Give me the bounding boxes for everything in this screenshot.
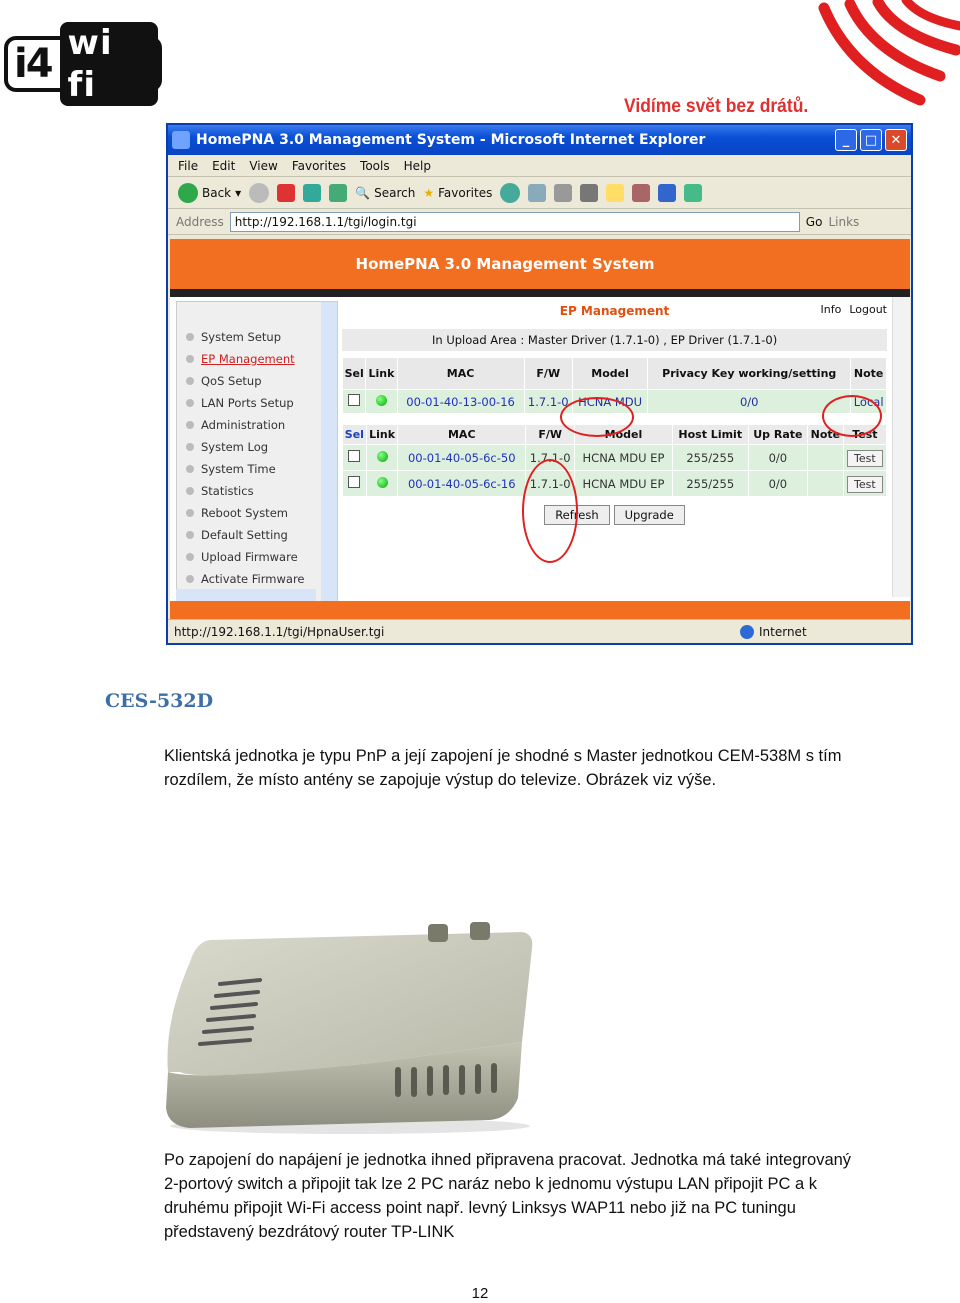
forward-button[interactable] <box>249 183 269 203</box>
back-arrow-icon <box>178 183 198 203</box>
edit-button[interactable] <box>580 184 598 202</box>
search-button[interactable]: 🔍 Search <box>355 185 416 200</box>
ep-panel <box>342 299 887 525</box>
sidebar-item-upload-firmware[interactable]: Upload Firmware <box>177 546 337 568</box>
print-button[interactable] <box>554 184 572 202</box>
page-number: 12 <box>471 1285 489 1302</box>
model-heading: CES-532D <box>105 690 214 712</box>
ep-title: EP Management <box>559 304 670 318</box>
sidebar-item-system-log[interactable]: System Log <box>177 436 337 458</box>
sidebar-item-reboot[interactable]: Reboot System <box>177 502 337 524</box>
company-logo: i4 wi fi <box>4 36 162 92</box>
page-header: HomePNA 3.0 Management System <box>170 239 910 289</box>
annotation-circle-fw-ep <box>522 459 578 563</box>
menu-help[interactable]: Help <box>403 158 431 173</box>
favorites-button[interactable]: ★ Favorites <box>423 185 493 200</box>
sidebar-item-default-setting[interactable]: Default Setting <box>177 524 337 546</box>
sidebar-item-statistics[interactable]: Statistics <box>177 480 337 502</box>
info-link[interactable]: Info <box>820 303 842 316</box>
paragraph-2: Po zapojení do napájení je jednotka ihned připravena pracovat. Jednotka má také integrovaný 2-portový switch a připojit tak lze 2 PC naráz nebo k jednomu výstupu LAN připojit PC a k druhému připojit Wi-Fi access point např. levný Linksys WAP11 nebo již na PC tuningu představený bezdrátový router TP-LINK <box>164 1151 852 1241</box>
sidebar-item-activate-firmware[interactable]: Activate Firmware <box>177 568 337 590</box>
menu-tools[interactable]: Tools <box>360 158 390 173</box>
annotation-circle-local <box>822 395 882 437</box>
page-scrollbar[interactable] <box>892 297 910 597</box>
device-photo <box>160 922 540 1134</box>
minimize-button[interactable]: _ <box>835 129 857 151</box>
sidebar-item-administration[interactable]: Administration <box>177 414 337 436</box>
status-zone: Internet <box>759 624 807 639</box>
bluetooth-button[interactable] <box>658 184 676 202</box>
upload-area: In Upload Area : Master Driver (1.7.1-0) , EP Driver (1.7.1-0) <box>342 329 887 351</box>
link-status-icon <box>377 477 388 488</box>
ie-icon <box>172 131 190 149</box>
status-bar <box>168 619 911 643</box>
menu-edit[interactable]: Edit <box>212 158 236 173</box>
slogan: Vidíme svět bez drátů. <box>624 96 809 117</box>
mail-button[interactable] <box>528 184 546 202</box>
home-button[interactable] <box>329 184 347 202</box>
ep-table: Sel Link MAC F/W Model Host Limit Up Rate Note Test 00-01-40-05-6c-50 1.7.1-0 HCNA MDU EP 255/255 0/0 Test 00-01-40-05-6c-16 1.7.1-0 HCNA MDU EP 255/255 0/0 Test <box>342 424 887 497</box>
logout-link[interactable]: Logout <box>849 303 887 316</box>
window-title: HomePNA 3.0 Management System - Microsoft Internet Explorer <box>196 132 706 148</box>
table-row: 00-01-40-05-6c-50 1.7.1-0 HCNA MDU EP 255/255 0/0 Test <box>343 445 887 471</box>
link-status-icon <box>377 451 388 462</box>
globe-icon <box>740 625 754 639</box>
select-checkbox[interactable] <box>348 394 360 406</box>
link-status-icon <box>376 395 387 406</box>
sidebar-item-lan-ports[interactable]: LAN Ports Setup <box>177 392 337 414</box>
search-icon: 🔍 <box>355 185 371 200</box>
page-content <box>170 239 910 619</box>
go-button[interactable]: Go <box>805 214 823 229</box>
menu-favorites[interactable]: Favorites <box>291 158 347 173</box>
test-button[interactable]: Test <box>847 450 883 467</box>
upgrade-button[interactable]: Upgrade <box>614 505 685 525</box>
sidebar-item-qos-setup[interactable]: QoS Setup <box>177 370 337 392</box>
table-row: 00-01-40-13-00-16 1.7.1-0 HCNA MDU 0/0 Local <box>343 390 887 414</box>
select-checkbox[interactable] <box>348 476 360 488</box>
discuss-button[interactable] <box>606 184 624 202</box>
links-button[interactable]: Links <box>828 214 860 229</box>
sidebar-item-ep-management[interactable]: EP Management <box>177 348 337 370</box>
sidebar-item-system-setup[interactable]: System Setup <box>177 326 337 348</box>
paragraph-1: Klientská jednotka je typu PnP a její zapojení je shodné s Master jednotkou CEM-538M s tím rozdílem, že místo antény se zapojuje výstup do televize. Obrázek viz výše. <box>164 747 842 789</box>
browser-window <box>166 123 913 645</box>
status-url: http://192.168.1.1/tgi/HpnaUser.tgi <box>174 624 385 639</box>
back-button[interactable]: Back ▾ <box>178 183 241 203</box>
menu-file[interactable]: File <box>178 158 199 173</box>
select-checkbox[interactable] <box>348 450 360 462</box>
table-row: 00-01-40-05-6c-16 1.7.1-0 HCNA MDU EP 255/255 0/0 Test <box>343 471 887 497</box>
maximize-button[interactable]: □ <box>860 129 882 151</box>
sidebar <box>176 301 338 607</box>
star-icon: ★ <box>423 185 435 200</box>
title-bar <box>168 125 911 155</box>
sidebar-item-system-time[interactable]: System Time <box>177 458 337 480</box>
test-button[interactable]: Test <box>847 476 883 493</box>
address-label: Address <box>176 214 224 229</box>
menu-bar <box>168 155 911 177</box>
history-button[interactable] <box>500 183 520 203</box>
wireless-waves-icon <box>810 0 960 120</box>
sidebar-scrollbar[interactable] <box>321 302 337 606</box>
menu-view[interactable]: View <box>249 158 278 173</box>
refresh-button[interactable] <box>303 184 321 202</box>
master-table: Sel Link MAC F/W Model Privacy Key working/setting Note 00-01-40-13-00-16 1.7.1-0 HCNA MDU 0/0 Local <box>342 357 887 414</box>
address-bar <box>168 209 911 235</box>
research-button[interactable] <box>632 184 650 202</box>
toolbar <box>168 177 911 209</box>
close-button[interactable]: ✕ <box>885 129 907 151</box>
stop-button[interactable] <box>277 184 295 202</box>
messenger-button[interactable] <box>684 184 702 202</box>
refresh-page-button[interactable]: Refresh <box>544 505 609 525</box>
annotation-circle-fw-master <box>560 397 634 437</box>
address-input[interactable]: http://192.168.1.1/tgi/login.tgi <box>230 212 800 232</box>
